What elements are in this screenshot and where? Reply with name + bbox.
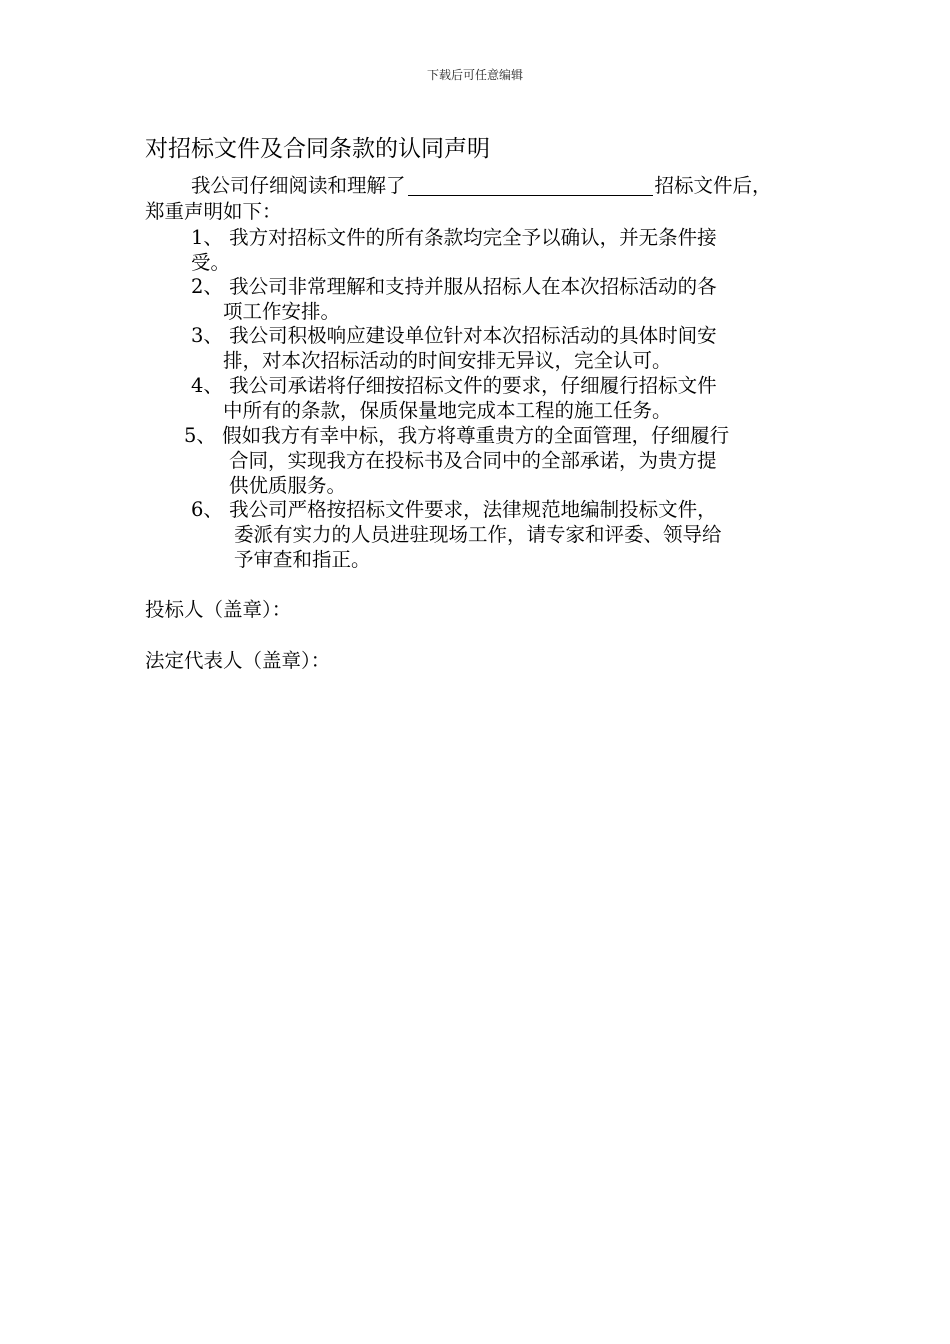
list-item-3 <box>191 323 717 372</box>
item-line-1: 我公司承诺将仔细按招标文件的要求，仔细履行招标文件 <box>229 374 717 397</box>
item-number: 4、 <box>191 374 223 397</box>
item-number: 5、 <box>184 424 216 447</box>
item-line-3: 予审查和指正。 <box>234 548 371 571</box>
item-line-2: 委派有实力的人员进驻现场工作，请专家和评委、领导给 <box>234 523 722 546</box>
list-item-5 <box>184 423 730 497</box>
item-line-1: 我方对招标文件的所有条款均完全予以确认，并无条件接 <box>229 226 717 249</box>
item-line-2: 合同，实现我方在投标书及合同中的全部承诺，为贵方提 <box>229 449 717 472</box>
document-title: 对招标文件及合同条款的认同声明 <box>145 136 490 162</box>
item-line-1: 假如我方有幸中标，我方将尊重贵方的全面管理，仔细履行 <box>222 424 730 447</box>
item-number: 2、 <box>191 275 223 298</box>
item-number: 1、 <box>191 226 223 249</box>
list-item-6 <box>191 497 722 571</box>
legal-rep-seal-label: 法定代表人（盖章）： <box>145 649 331 672</box>
item-line-2: 中所有的条款，保质保量地完成本工程的施工任务。 <box>223 399 672 422</box>
item-line-1: 我公司严格按招标文件要求，法律规范地编制投标文件， <box>229 498 717 521</box>
item-line-2: 项工作安排。 <box>223 300 341 323</box>
list-item-1 <box>191 225 717 274</box>
intro-line-2: 郑重声明如下： <box>145 200 282 223</box>
item-line-1: 我公司非常理解和支持并服从招标人在本次招标活动的各 <box>229 275 717 298</box>
intro-suffix: 招标文件后， <box>654 174 772 197</box>
item-number: 3、 <box>191 324 223 347</box>
list-item-4 <box>191 373 717 422</box>
fill-in-blank[interactable] <box>408 173 653 196</box>
intro-prefix: 我公司仔细阅读和理解了 <box>191 174 406 197</box>
item-line-1: 我公司积极响应建设单位针对本次招标活动的具体时间安 <box>229 324 717 347</box>
list-item-2 <box>191 274 717 323</box>
intro-line-1 <box>191 173 772 198</box>
item-number: 6、 <box>191 498 223 521</box>
item-line-2: 受。 <box>191 251 231 274</box>
bidder-seal-label: 投标人（盖章）： <box>145 598 292 621</box>
item-line-3: 供优质服务。 <box>229 474 347 497</box>
item-line-2: 排，对本次招标活动的时间安排无异议，完全认可。 <box>223 349 672 372</box>
page-header: 下载后可任意编辑 <box>426 68 523 82</box>
